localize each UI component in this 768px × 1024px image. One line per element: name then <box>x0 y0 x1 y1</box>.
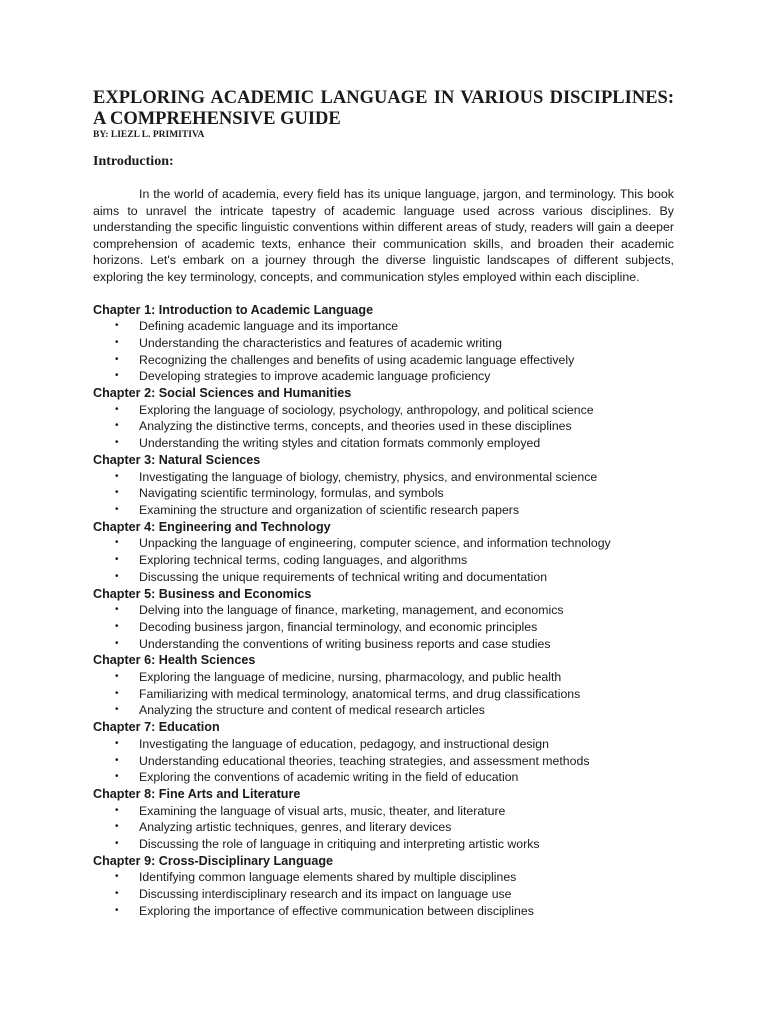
bullet-icon: • <box>115 838 119 850</box>
list-item <box>93 318 674 335</box>
chapter-1-bullet-list <box>93 318 674 385</box>
list-item-text: Exploring the importance of effective communication between disciplines <box>139 903 534 918</box>
list-item-text: Investigating the language of biology, chemistry, physics, and environmental science <box>139 469 598 484</box>
chapter-3-bullet-list <box>93 469 674 519</box>
bullet-icon: • <box>115 570 119 582</box>
list-item-text: Exploring the language of medicine, nursing, pharmacology, and public health <box>139 670 562 685</box>
introduction-heading: Introduction: <box>93 154 174 169</box>
chapter-list <box>93 302 674 920</box>
list-item <box>93 352 674 369</box>
bullet-icon: • <box>115 687 119 699</box>
chapter-8-title: Chapter 8: Fine Arts and Literature <box>93 786 301 801</box>
list-item <box>93 502 674 519</box>
bullet-icon: • <box>115 353 119 365</box>
bullet-icon: • <box>115 804 119 816</box>
document-page <box>93 88 674 920</box>
list-item <box>93 402 674 419</box>
bullet-icon: • <box>115 537 119 549</box>
list-item-text: Understanding the writing styles and citation formats commonly employed <box>139 436 541 451</box>
chapter-6-title: Chapter 6: Health Sciences <box>93 653 256 668</box>
list-item <box>93 819 674 836</box>
list-item <box>93 669 674 686</box>
list-item-text: Discussing interdisciplinary research and its impact on language use <box>139 887 512 902</box>
list-item <box>93 485 674 502</box>
bullet-icon: • <box>115 888 119 900</box>
bullet-icon: • <box>115 620 119 632</box>
list-item-text: Developing strategies to improve academic language proficiency <box>139 369 491 384</box>
bullet-icon: • <box>115 504 119 515</box>
list-item-text: Exploring technical terms, coding languages, and algorithms <box>139 553 468 568</box>
bullet-icon: • <box>115 336 119 348</box>
list-item <box>93 335 674 352</box>
list-item <box>93 368 674 385</box>
list-item-text: Defining academic language and its importance <box>139 319 399 334</box>
author-byline: BY: LIEZL L. PRIMITIVA <box>93 130 205 140</box>
list-item-text: Understanding educational theories, teaching strategies, and assessment methods <box>139 753 590 768</box>
list-item-text: Analyzing the distinctive terms, concepts, and theories used in these disciplines <box>139 419 572 434</box>
list-item-text: Examining the language of visual arts, music, theater, and literature <box>139 803 506 818</box>
list-item-text: Unpacking the language of engineering, computer science, and information technology <box>139 536 611 551</box>
list-item <box>93 435 674 452</box>
bullet-icon: • <box>115 403 119 415</box>
list-item <box>93 469 674 486</box>
bullet-icon: • <box>115 737 119 749</box>
list-item <box>93 602 674 619</box>
list-item <box>93 886 674 903</box>
chapter-7-bullet-list <box>93 736 674 786</box>
bullet-icon: • <box>115 904 119 916</box>
bullet-icon: • <box>115 754 119 766</box>
chapter-2-title: Chapter 2: Social Sciences and Humanities <box>93 386 352 401</box>
introduction-paragraph: In the world of academia, every field has its unique language, jargon, and terminology. This book aims to unravel the intricate tapestry of academic language used across various disciplines. By understanding the specific linguistic conventions within different areas of study, readers will gain a deeper comprehension of academic texts, enhance their communication skills, and broaden their academic horizons. Let's embark on a journey through the diverse linguistic landscapes of different subjects, exploring the key terminology, concepts, and communication styles employed within each discipline. <box>93 187 674 284</box>
list-item-text: Decoding business jargon, financial terminology, and economic principles <box>139 619 538 634</box>
chapter-2-bullet-list <box>93 402 674 452</box>
list-item <box>93 753 674 770</box>
list-item-text: Understanding the conventions of writing business reports and case studies <box>139 636 551 651</box>
list-item <box>93 702 674 719</box>
chapter-5-bullet-list <box>93 602 674 652</box>
list-item-text: Understanding the characteristics and features of academic writing <box>139 335 502 350</box>
list-item-text: Familiarizing with medical terminology, anatomical terms, and drug classifications <box>139 686 581 701</box>
chapter-3-title: Chapter 3: Natural Sciences <box>93 452 261 467</box>
chapter-8-bullet-list <box>93 803 674 853</box>
bullet-icon: • <box>115 437 119 449</box>
bullet-icon: • <box>115 554 119 566</box>
document-title: EXPLORING ACADEMIC LANGUAGE IN VARIOUS DISCIPLINES: A COMPREHENSIVE GUIDE <box>93 88 674 129</box>
chapter-7-title: Chapter 7: Education <box>93 720 220 735</box>
chapter-5-title: Chapter 5: Business and Economics <box>93 586 312 601</box>
list-item <box>93 903 674 920</box>
list-item <box>93 803 674 820</box>
list-item-text: Delving into the language of finance, marketing, management, and economics <box>139 603 564 618</box>
bullet-icon: • <box>115 470 119 482</box>
bullet-icon: • <box>115 637 119 649</box>
list-item-text: Discussing the role of language in critiquing and interpreting artistic works <box>139 837 540 852</box>
chapter-4-title: Chapter 4: Engineering and Technology <box>93 519 331 534</box>
chapter-9-title: Chapter 9: Cross-Disciplinary Language <box>93 853 334 868</box>
bullet-icon: • <box>115 771 119 783</box>
chapter-6-bullet-list <box>93 669 674 719</box>
list-item-text: Discussing the unique requirements of technical writing and documentation <box>139 569 548 584</box>
list-item <box>93 552 674 569</box>
bullet-icon: • <box>115 370 119 382</box>
list-item-text: Recognizing the challenges and benefits of using academic language effectively <box>139 352 575 367</box>
list-item <box>93 869 674 886</box>
bullet-icon: • <box>115 671 119 683</box>
bullet-icon: • <box>115 871 119 883</box>
list-item <box>93 769 674 786</box>
list-item <box>93 636 674 653</box>
list-item <box>93 686 674 703</box>
list-item <box>93 418 674 435</box>
list-item-text: Examining the structure and organization of scientific research papers <box>139 503 520 517</box>
list-item-text: Analyzing the structure and content of medical research articles <box>139 703 485 718</box>
chapter-4-bullet-list <box>93 535 674 585</box>
bullet-icon: • <box>115 821 119 833</box>
list-item-text: Navigating scientific terminology, formulas, and symbols <box>139 486 444 501</box>
list-item <box>93 569 674 586</box>
list-item-text: Analyzing artistic techniques, genres, and literary devices <box>139 820 452 835</box>
list-item-text: Exploring the language of sociology, psychology, anthropology, and political science <box>139 402 594 417</box>
chapter-9-bullet-list <box>93 869 674 919</box>
bullet-icon: • <box>115 704 119 716</box>
list-item <box>93 535 674 552</box>
list-item-text: Investigating the language of education, pedagogy, and instructional design <box>139 736 549 751</box>
chapter-1-title: Chapter 1: Introduction to Academic Language <box>93 302 374 317</box>
bullet-icon: • <box>115 487 119 499</box>
bullet-icon: • <box>115 604 119 616</box>
list-item <box>93 619 674 636</box>
list-item <box>93 736 674 753</box>
list-item <box>93 836 674 853</box>
bullet-icon: • <box>115 420 119 432</box>
bullet-icon: • <box>115 320 119 332</box>
list-item-text: Exploring the conventions of academic writing in the field of education <box>139 770 519 785</box>
list-item-text: Identifying common language elements shared by multiple disciplines <box>139 870 517 885</box>
